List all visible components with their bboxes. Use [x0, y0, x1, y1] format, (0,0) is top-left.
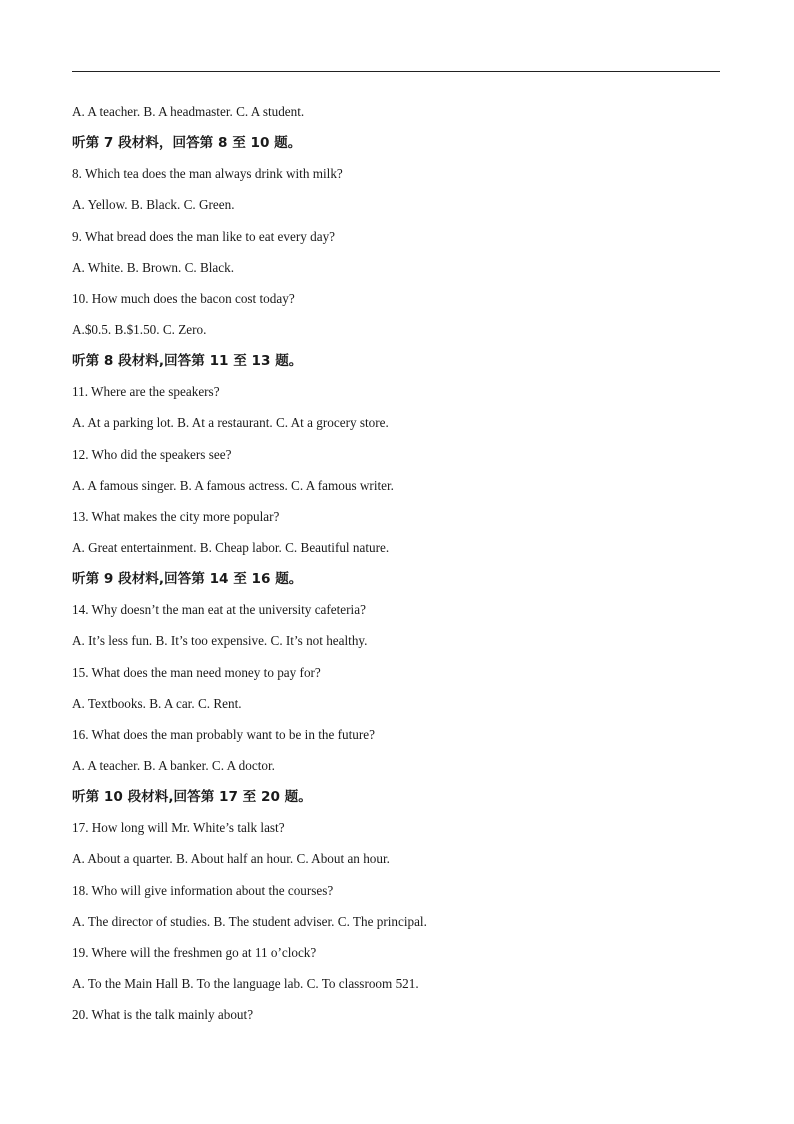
option-line: A. Yellow. B. Black. C. Green. — [72, 197, 235, 213]
question-line: 12. Who did the speakers see? — [72, 446, 232, 462]
section-heading: 听第 9 段材料,回答第 14 至 16 题。 — [72, 571, 303, 588]
question-line: 17. How long will Mr. White’s talk last? — [72, 820, 285, 836]
option-line: A. To the Main Hall B. To the language lab. C. To classroom 521. — [72, 975, 419, 991]
option-line: A. A teacher. B. A headmaster. C. A student. — [72, 104, 305, 119]
option-line: A. It’s less fun. B. It’s too expensive. C. It’s not healthy. — [72, 633, 368, 649]
question-line: 14. Why doesn’t the man eat at the university cafeteria? — [72, 602, 366, 618]
section-heading: 听第 10 段材料,回答第 17 至 20 题。 — [72, 789, 312, 806]
option-line: A. At a parking lot. B. At a restaurant. C. At a grocery store. — [72, 415, 389, 431]
question-line: 9. What bread does the man like to eat every day? — [72, 228, 336, 244]
section-heading: 听第 7 段材料，回答第 8 至 10 题。 — [72, 135, 302, 152]
question-line: 19. Where will the freshmen go at 11 o’clock? — [72, 944, 317, 960]
exam-page-content — [72, 102, 722, 1036]
question-line: 13. What makes the city more popular? — [72, 508, 280, 524]
question-line: 16. What does the man probably want to be in the future? — [72, 726, 375, 742]
option-line: A. Great entertainment. B. Cheap labor. C. Beautiful nature. — [72, 539, 390, 555]
question-line: 20. What is the talk mainly about? — [72, 1007, 254, 1023]
option-line: A. About a quarter. B. About half an hour. C. About an hour. — [72, 851, 390, 867]
question-line: 15. What does the man need money to pay for? — [72, 664, 321, 680]
question-line: 18. Who will give information about the courses? — [72, 882, 334, 898]
question-line: 10. How much does the bacon cost today? — [72, 290, 295, 306]
section-heading: 听第 8 段材料,回答第 11 至 13 题。 — [72, 353, 303, 370]
option-line: A. A teacher. B. A banker. C. A doctor. — [72, 757, 275, 773]
question-line: 11. Where are the speakers? — [72, 384, 220, 400]
question-line: 8. Which tea does the man always drink with milk? — [72, 166, 343, 182]
option-line: A. A famous singer. B. A famous actress. C. A famous writer. — [72, 477, 394, 493]
option-line: A. Textbooks. B. A car. C. Rent. — [72, 695, 242, 711]
option-line: A. The director of studies. B. The student adviser. C. The principal. — [72, 913, 427, 929]
header-rule — [72, 71, 720, 72]
option-line: A.$0.5. B.$1.50. C. Zero. — [72, 321, 207, 337]
option-line: A. White. B. Brown. C. Black. — [72, 259, 235, 275]
